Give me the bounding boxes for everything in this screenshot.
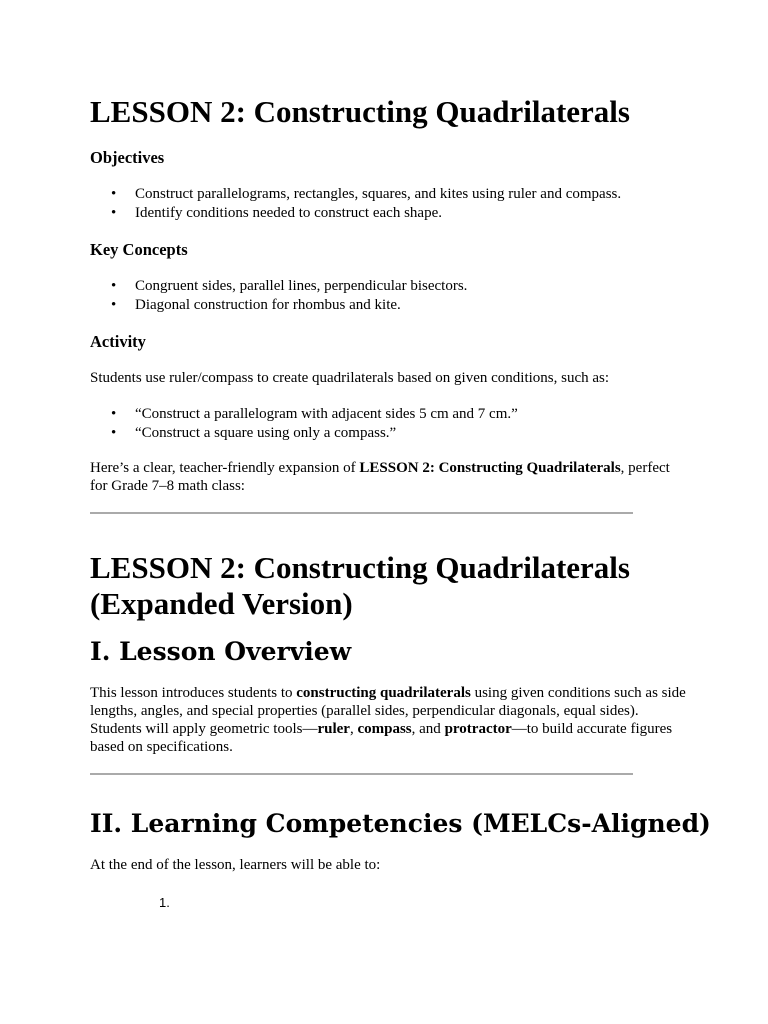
- expanded-title-line: LESSON 2: Constructing Quadrilaterals: [90, 550, 630, 585]
- overview-paragraph: [90, 684, 690, 756]
- intro-text: Here’s a clear, teacher-friendly expansion of: [90, 460, 360, 476]
- overview-text: using given conditions such as side lengths, angles, and special properties (parallel sides, perpendicular diagonals, equal sides). Students will apply geometric tools—: [90, 685, 686, 737]
- intro-bold-title: LESSON 2: Constructing Quadrilaterals: [359, 460, 621, 476]
- list-item: • “Construct a parallelogram with adjacent sides 5 cm and 7 cm.”: [90, 405, 710, 424]
- overview-text: This lesson introduces students to: [90, 685, 297, 701]
- intro-text: , perfect for Grade 7–8 math class:: [90, 460, 670, 494]
- overview-heading: I. Lesson Overview: [90, 637, 352, 666]
- numbered-list-marker: 1.: [159, 895, 170, 910]
- list-item: • Congruent sides, parallel lines, perpendicular bisectors.: [90, 277, 710, 296]
- expanded-title: [90, 550, 630, 622]
- competencies-intro: At the end of the lesson, learners will be able to:: [90, 857, 381, 873]
- list-item: • Diagonal construction for rhombus and kite.: [90, 296, 710, 315]
- divider: [90, 773, 633, 775]
- list-item: • Construct parallelograms, rectangles, squares, and kites using ruler and compass.: [90, 185, 710, 204]
- overview-text: —to build accurate figures based on specifications.: [90, 721, 673, 755]
- list-item: • Identify conditions needed to construct each shape.: [90, 204, 710, 223]
- overview-bold: protractor: [444, 721, 512, 737]
- overview-bold: ruler: [317, 721, 350, 737]
- overview-text: , and: [411, 721, 445, 737]
- overview-bold: constructing quadrilaterals: [296, 685, 471, 701]
- list-item: • “Construct a square using only a compass.”: [90, 424, 710, 443]
- objectives-list: [90, 185, 710, 223]
- expanded-title-line: (Expanded Version): [90, 586, 353, 621]
- intro-paragraph: [90, 459, 690, 495]
- overview-text: ,: [349, 721, 358, 737]
- page-title: LESSON 2: Constructing Quadrilaterals: [90, 94, 630, 129]
- overview-bold: compass: [357, 721, 412, 737]
- activity-text: Students use ruler/compass to create quadrilaterals based on given conditions, such as:: [90, 370, 610, 386]
- activity-list: [90, 405, 710, 443]
- objectives-heading: Objectives: [90, 148, 165, 167]
- activity-heading: Activity: [90, 332, 146, 351]
- competencies-heading: II. Learning Competencies (MELCs-Aligned): [90, 809, 711, 838]
- divider: [90, 512, 633, 514]
- key-concepts-heading: Key Concepts: [90, 240, 188, 259]
- key-concepts-list: [90, 277, 710, 315]
